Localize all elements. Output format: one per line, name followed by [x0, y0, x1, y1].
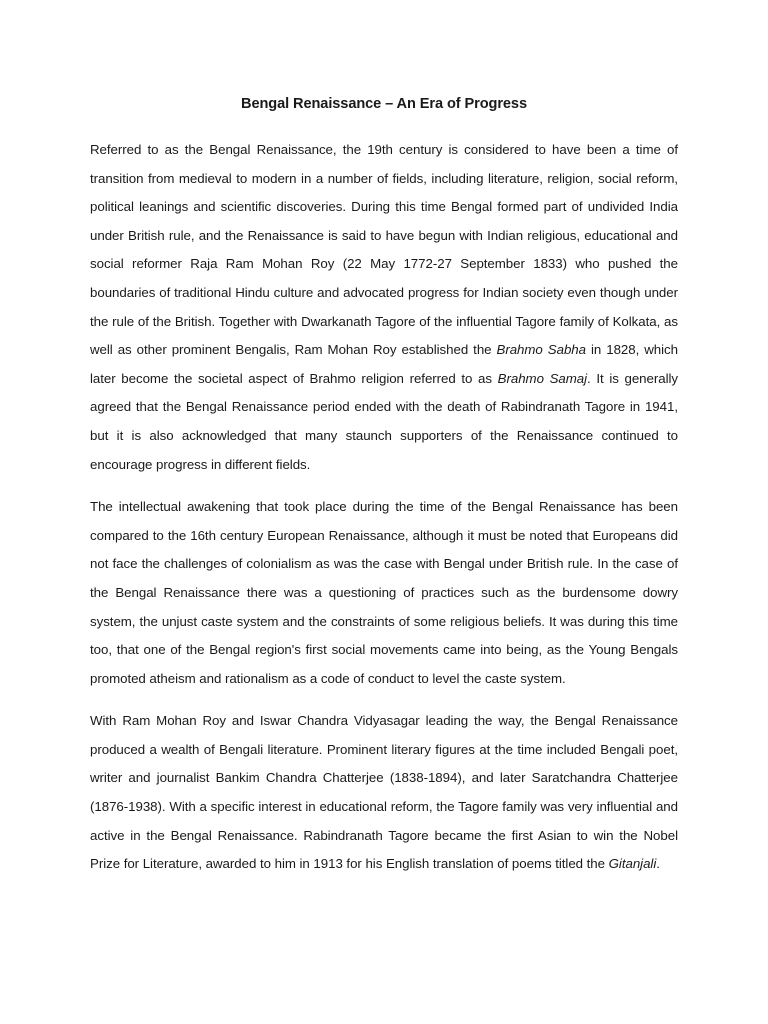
- paragraph-1-text-c: . It is generally agreed that the Bengal Renaissance period ended with the death of Rabindranath Tagore in 1941, but it is also acknowledged that many staunch supporters of the Renaissance continued to encourage progress in different fields.: [90, 370, 678, 472]
- paragraph-1-italic-brahmo-samaj: Brahmo Samaj: [497, 370, 588, 386]
- paragraph-3-text-a: With Ram Mohan Roy and Iswar Chandra Vidyasagar leading the way, the Bengal Renaissance produced a wealth of Bengali literature. Prominent literary figures at the time included Bengali poet, writer and journalist Bankim Chandra Chatterjee (1838-1894), and later Saratchandra Chatterjee (1876-1938). With a specific interest in educational reform, the Tagore family was very influential and active in the Bengal Renaissance. Rabindranath Tagore became the first Asian to win the Nobel Prize for Literature, awarded to him in 1913 for his English translation of poems titled the: [90, 713, 678, 872]
- paragraph-2: [90, 493, 678, 693]
- paragraph-1-italic-brahmo-sabha: Brahmo Sabha: [496, 342, 586, 358]
- paragraph-3-italic-gitanjali: Gitanjali: [608, 856, 657, 872]
- paragraph-3: [90, 707, 678, 879]
- paragraph-1: [90, 136, 678, 479]
- paragraph-1-text-b: in 1828, which later become the societal aspect of Brahmo religion referred to as: [90, 342, 679, 386]
- document-page: [90, 94, 678, 893]
- document-title: Bengal Renaissance – An Era of Progress: [241, 96, 527, 112]
- paragraph-1-text-a: Referred to as the Bengal Renaissance, the 19th century is considered to have been a time of transition from medieval to modern in a number of fields, including literature, religion, social reform, political leanings and scientific discoveries. During this time Bengal formed part of undivided India under British rule, and the Renaissance is said to have begun with Indian religious, educational and social reformer Raja Ram Mohan Roy (22 May 1772-27 September 1833) who pushed the boundaries of traditional Hindu culture and advocated progress for Indian society even though under the rule of the British. Together with Dwarkanath Tagore of the influential Tagore family of Kolkata, as well as other prominent Bengalis, Ram Mohan Roy established the: [90, 142, 678, 358]
- paragraph-3-text-b: .: [656, 856, 660, 872]
- paragraph-2-text: The intellectual awakening that took place during the time of the Bengal Renaissance has been compared to the 16th century European Renaissance, although it must be noted that Europeans did not face the challenges of colonialism as was the case with Bengal under British rule. In the case of the Bengal Renaissance there was a questioning of practices such as the burdensome dowry system, the unjust caste system and the constraints of some religious beliefs. It was during this time too, that one of the Bengal region's first social movements came into being, as the Young Bengals promoted atheism and rationalism as a code of conduct to level the caste system.: [90, 499, 678, 686]
